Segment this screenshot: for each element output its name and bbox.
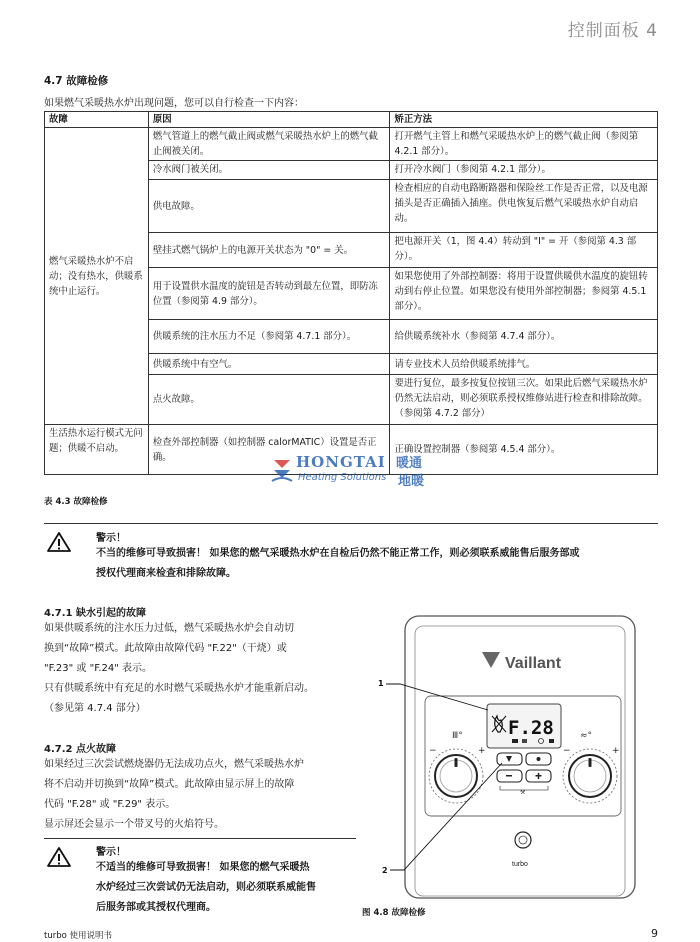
watermark-sub: Heating Solutions <box>298 472 387 483</box>
table-row <box>45 128 658 161</box>
watermark-brand: HONGTAI <box>296 453 386 471</box>
warning-line: 后服务部或其授权代理商。 <box>96 902 216 913</box>
fix-cell: 正确设置控制器（参阅第 4.5.4 部分）。 <box>390 425 658 475</box>
cause-cell: 供电故障。 <box>148 180 390 233</box>
fix-cell: 打开燃气主管上和燃气采暖热水炉上的燃气截止阀（参阅第 4.2.1 部分）。 <box>390 128 658 161</box>
footer-title: turbo 使用说明书 <box>44 931 113 941</box>
warning-title: 警示！ <box>96 533 126 544</box>
text-line: "F.23" 或 "F.24" 表示。 <box>44 663 153 674</box>
brand-label: Vaillant <box>505 655 562 672</box>
text-line: 换到“故障”模式。此故障由故障代码 "F.22"（干烧）或 <box>44 643 287 654</box>
fault-cell-group1: 燃气采暖热水炉不启动；没有热水，供暖系统中止运行。 <box>45 128 149 425</box>
table-caption: 表 4.3 故障检修 <box>44 497 108 507</box>
warning-text <box>96 858 366 918</box>
radiator-icon <box>512 739 518 743</box>
cause-cell: 壁挂式燃气锅炉上的电源开关状态为 "0" = 关。 <box>148 233 390 268</box>
page-number: 9 <box>651 927 658 940</box>
model-label: turbo <box>512 861 528 868</box>
cause-cell: 点火故障。 <box>148 375 390 425</box>
hot-water-symbol-icon: ≈° <box>580 731 593 741</box>
header-fix: 矫正方法 <box>390 112 658 128</box>
heating-symbol-icon: Ⅲ° <box>452 731 463 741</box>
text-line: （参见第 4.7.4 部分） <box>44 703 146 714</box>
text-line: 如果经过三次尝试燃烧器仍无法成功点火，燃气采暖热水炉 <box>44 759 304 770</box>
section-intro: 如果燃气采暖热水炉出现问题，您可以自行检查一下内容： <box>44 98 304 109</box>
warning-divider <box>44 523 658 524</box>
info-icon <box>537 757 541 761</box>
tap-icon <box>522 739 527 743</box>
cause-cell: 供暖系统中有空气。 <box>148 354 390 375</box>
fix-cell: 请专业技术人员给供暖系统排气。 <box>390 354 658 375</box>
subsection-text <box>44 619 356 719</box>
display-code: F.28 <box>508 717 554 739</box>
warning-triangle-icon <box>46 531 72 553</box>
header-fault: 故障 <box>45 112 149 128</box>
section-title: 4.7 故障检修 <box>44 75 109 87</box>
fix-cell: 要进行复位，最多按复位按钮三次。如果此后燃气采暖热水炉仍然无法启动，则必须联系授权维修站进行检查和排除故障。（参阅第 4.7.2 部分） <box>390 375 658 425</box>
fix-cell: 把电源开关（1，图 4.4）转动到 "I" = 开（参阅第 4.3 部分）。 <box>390 233 658 268</box>
watermark-cn1: 暖通 <box>396 456 423 471</box>
warning-text <box>96 544 666 584</box>
figure-caption: 图 4.8 故障检修 <box>362 908 426 918</box>
table-header-row <box>45 112 658 128</box>
power-switch[interactable] <box>515 832 531 848</box>
header-cause: 原因 <box>148 112 390 128</box>
fix-cell: 如果您使用了外部控制器：将用于设置供暖供水温度的旋钮转动到右停止位置。如果您没有使用外部控制器；参阅第 4.5.1 部分）。 <box>390 268 658 320</box>
warning-line: 不适当的维修可导致损害！ 如果您的燃气采暖热 <box>96 862 310 873</box>
cause-cell: 供暖系统的注水压力不足（参阅第 4.7.1 部分）。 <box>148 320 390 354</box>
flame-status-icon <box>549 739 554 743</box>
watermark <box>270 452 440 488</box>
boiler-control-panel-figure <box>360 608 660 900</box>
fault-cell-group2: 生活热水运行模式无问题；供暖不启动。 <box>45 425 149 475</box>
warning-triangle-icon <box>46 846 72 868</box>
subsection-title: 4.7.1 缺水引起的故障 <box>44 608 146 619</box>
fault-table <box>44 111 658 475</box>
minus-sign-icon: − <box>563 746 571 756</box>
text-line: 如果供暖系统的注水压力过低，燃气采暖热水炉会自动切 <box>44 623 294 634</box>
text-line: 代码 "F.28" 或 "F.29" 表示。 <box>44 799 176 810</box>
fix-cell: 给供暖系统补水（参阅第 4.7.4 部分）。 <box>390 320 658 354</box>
minus-sign-icon: − <box>429 746 437 756</box>
callout-label-2: 2 <box>382 866 388 875</box>
watermark-cn2: 地暖 <box>398 474 425 489</box>
cause-cell: 冷水阀门被关闭。 <box>148 161 390 180</box>
cause-cell: 燃气管道上的燃气截止阀或燃气采暖热水炉上的燃气截止阀被关闭。 <box>148 128 390 161</box>
fix-cell: 打开冷水阀门（参阅第 4.2.1 部分）。 <box>390 161 658 180</box>
warning-divider <box>44 838 356 839</box>
plus-sign-icon: + <box>612 746 620 756</box>
text-line: 将不启动并切换到“故障”模式。此故障由显示屏上的故障 <box>44 779 295 790</box>
cause-cell: 检查外部控制器（如控制器 calorMATIC）设置是否正确。 <box>148 425 390 475</box>
fix-cell: 检查相应的自动电路断路器和保险丝工作是否正常，以及电源插头是否正确插入插座。供电恢复后燃气采暖热水炉自动启动。 <box>390 180 658 233</box>
text-line: 显示屏还会显示一个带叉号的火焰符号。 <box>44 819 224 830</box>
cause-cell: 用于设置供水温度的旋钮是否转动到最左位置，即防冻位置（参阅第 4.9 部分）。 <box>148 268 390 320</box>
callout-label-1: 1 <box>378 679 384 688</box>
watermark-logo-icon <box>270 454 294 484</box>
minus-icon <box>506 775 512 777</box>
warning-title: 警示！ <box>96 847 126 858</box>
subsection-title: 4.7.2 点火故障 <box>44 744 116 755</box>
plus-sign-icon: + <box>478 746 486 756</box>
subsection-text <box>44 755 356 835</box>
service-symbol-icon: ⚒ <box>520 789 526 796</box>
warning-line: 授权代理商来检查和排除故障。 <box>96 568 236 579</box>
chapter-title: 控制面板 4 <box>567 21 658 41</box>
warning-line: 不当的维修可导致损害！ 如果您的燃气采暖热水炉在自检后仍然不能正常工作，则必须联系威能售后服务部或 <box>96 548 580 559</box>
text-line: 只有供暖系统中有充足的水时燃气采暖热水炉才能重新启动。 <box>44 683 314 694</box>
warning-line: 水炉经过三次尝试仍无法启动，则必须联系威能售 <box>96 882 316 893</box>
